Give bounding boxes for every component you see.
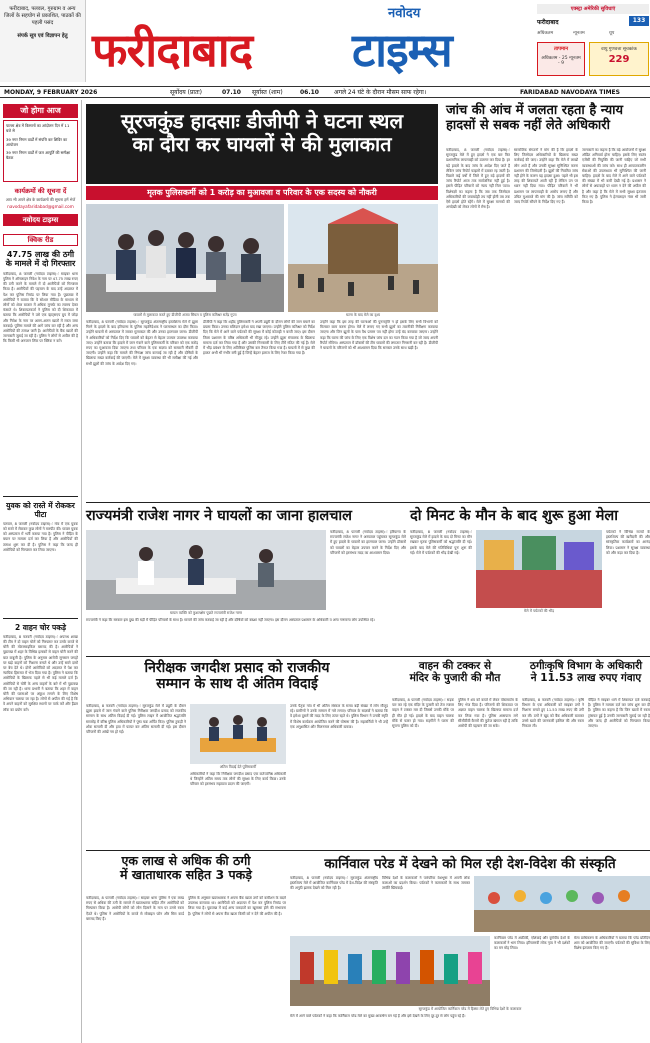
contact-email[interactable]: navodayafaridabad@gmail.com <box>7 204 74 210</box>
inspector-body-col3: उनके पैतृक गांव में भी अंतिम संस्कार के समय बड़ी संख्या में लोग मौजूद रहे। ग्रामीणों ने उनके सम्मान में नारे लगाए। परिवार के सदस्यों ने बताया कि वे हमेशा दूसरों की मदद के लिए तत्पर रहते थे। पुलिस विभाग ने उनकी स्मृति में विशेष कार्यक्रम आयोजित करने की घोषणा की है। सहकर्मियों ने भी उन्हें एक अनुशासित और मिलनसार अधिकारी बताया। <box>290 704 388 729</box>
lead-headline-line2: का दौरा कर घायलों से की मुलाकात <box>132 132 392 156</box>
inspector-body-col1: फरीदाबाद, 8 फरवरी (नवोदय टाइम्स)ः सूरजकुंड मेले में ड्यूटी के दौरान झूला हादसे में जान गंवाने वाले पुलिस निरीक्षक जगदीश प्रसाद को राजकीय सम्मान के साथ अंतिम विदाई दी गई। पुलिस लाइन में आयोजित श्रद्धांजलि समारोह में वरिष्ठ पुलिस अधिकारियों ने पुष्प चक्र अर्पित किए। पुलिस टुकड़ी ने शोक सलामी दी और हवा में फायर कर अंतिम सलामी दी गई। इस दौरान परिजनों की आंखें नम हो गईं। <box>86 704 186 735</box>
logo-navoday: नवोदय <box>388 6 421 21</box>
sunset-label: सूर्यास्त (शाम) <box>252 89 283 96</box>
carnival-body-col3: कार्निवाल परेड में अफ्रीकी, एशियाई और यूरोपीय देशों के कलाकारों ने भाग लिया। हरियाणवी लोक नृत्य ने भी दर्शकों का मन मोह लिया। <box>494 936 570 951</box>
aqi-value: 229 <box>608 54 630 65</box>
lead-subhead: मृतक पुलिसकर्मी को 1 करोड़ का मुआवजा व परिवार के एक सदस्य को नौकरी <box>147 188 377 197</box>
right-story-headline-line1: जांच की आंच में जलता रहता है न्याय <box>446 103 624 118</box>
lead-headline-box <box>86 104 438 184</box>
fraud-lakh-body-col1: फरीदाबाद, 8 फरवरी (नवोदय टाइम्स)ः साइबर थाना पुलिस ने एक लाख रुपए से अधिक की ठगी के मामले में खाताधारक सहित तीन आरोपियों को गिरफ्तार किया है। आरोपी लोगों को लोन दिलाने के नाम पर उनसे रकम ऐंठते थे। पुलिस ने आरोपियों के कब्जे से मोबाइल फोन और सिम कार्ड बरामद किए हैं। <box>86 896 184 921</box>
inspector-headline-line2: सम्मान के साथ दी अंतिम विदाई <box>156 676 318 693</box>
lead-body-col1: फरीदाबाद, 8 फरवरी (नवोदय टाइम्स)ः सूरजकुंड अंतरराष्ट्रीय हस्तशिल्प मेले में झूला गिरने के हादसे के बाद हरियाणा के पुलिस महानिदेशक ने घटनास्थल का दौरा किया। उन्होंने घायलों से अस्पताल में जाकर मुलाकात की और उनका हालचाल जाना। डीजीपी ने अधिकारियों को निर्देश दिए कि घायलों को बेहतर से बेहतर उपचार उपलब्ध करवाया जाए। उन्होंने बताया कि हादसे में जान गंवाने वाले पुलिसकर्मी के परिवार को एक करोड़ रुपए का मुआवजा दिया जाएगा तथा परिवार के एक सदस्य को सरकारी नौकरी दी जाएगी। उन्होंने कहा कि मामले की निष्पक्ष जांच करवाई जा रही है और दोषियों के खिलाफ सख्त कार्रवाई की जाएगी। मेले में सुरक्षा व्यवस्था की भी समीक्षा की गई और सभी झूलों की जांच के आदेश दिए गए। <box>86 320 198 366</box>
fraud-lakh-body-col2: पुलिस के अनुसार खाताधारक ने अपना बैंक खाता ठगों को कमीशन के बदले उपलब्ध करवाया था। आरोपियों को अदालत में पेश कर पुलिस रिमांड पर लिया गया है। पूछताछ में कई अन्य वारदातों का खुलासा होने की संभावना है। पुलिस ने लोगों से अपना बैंक खाता किसी को न देने की अपील की है। <box>188 896 286 916</box>
carnival-photo-bottom <box>290 936 490 1006</box>
minister-body: फरीदाबाद, 8 फरवरी (नवोदय टाइम्स)ः हरियाणा के राज्यमंत्री राजेश नागर ने अस्पताल पहुंचकर सूरजकुंड मेले में हुए हादसे के घायलों का हालचाल जाना। उन्होंने डॉक्टरों को घायलों का बेहतर उपचार करने के निर्देश दिए और परिजनों को हरसंभव मदद का आश्वासन दिया। <box>330 530 406 555</box>
mela-photo-caption: मेले में पर्यटकों की भीड़ <box>523 609 554 613</box>
right-story-headline-box <box>442 104 650 146</box>
inspector-body-col2: अधिकारियों ने कहा कि निरीक्षक जगदीश प्रसाद एक कर्तव्यनिष्ठ अधिकारी थे जिन्होंने अंतिम समय तक लोगों की सुरक्षा के लिए कार्य किया। उनके परिवार को हरसंभव सहायता प्रदान की जाएगी। <box>190 772 286 787</box>
lead-headline-line1: सूरजकुंड हादसाः डीजीपी ने घटना स्थल <box>120 109 403 133</box>
logo-faridabad: फरीदाबाद <box>92 23 253 77</box>
carnival-body-col2: विभिन्न देशों के कलाकारों ने पारंपरिक वेशभूषा में अपनी लोक कलाओं का प्रदर्शन किया। पर्यटकों ने कलाकारों के साथ जमकर तस्वीरें खिंचवाईं। <box>382 876 470 891</box>
carnival-photo-top <box>474 876 650 932</box>
minister-photo <box>86 530 326 610</box>
weather-item: न्यूनतम <box>573 31 585 36</box>
temperature-label: तापमान <box>553 46 569 52</box>
fraud-official-body-col2: पीड़ित ने साइबर थाने में शिकायत दर्ज करवाई है। पुलिस ने मामला दर्ज कर जांच शुरू कर दी है। पुलिस का कहना है कि जिन खातों में रकम ट्रांसफर हुई है उनकी जानकारी जुटाई जा रही है और जल्द ही आरोपियों को गिरफ्तार किया जाएगा। <box>588 698 650 729</box>
brand-box: नवोदय टाइम्स <box>3 214 78 226</box>
priest-body-col2: पुलिस ने शव को कब्जे में लेकर पोस्टमार्टम के लिए भेज दिया है। परिजनों की शिकायत पर अज्ञात वाहन चालक के खिलाफ मामला दर्ज कर लिया गया है। पुलिस आसपास लगे सीसीटीवी कैमरों की फुटेज खंगाल रही है ताकि आरोपी की पहचान की जा सके। <box>458 698 518 729</box>
list-item: 39 नगर निगम वार्डों में जल आपूर्ति की समीक्षा बैठक <box>6 150 71 161</box>
promo-heading: जो होगा आज <box>3 104 78 118</box>
issue-date: MONDAY, 9 FEBRUARY 2026 <box>4 89 98 96</box>
story-headline: 47.75 लाख की ठगी के मामले में दो गिरफ्तार <box>5 249 76 269</box>
page-label: फरीदाबाद <box>537 19 559 26</box>
aqi-box <box>589 42 649 76</box>
divider <box>3 618 78 619</box>
masthead-note: फरीदाबाद, पलवल, गुरुग्राम व अन्य जिलों के सहयोग से प्रकाशित, पाठकों की पहली पसंद <box>4 6 81 26</box>
masthead-note-box <box>0 0 86 82</box>
carnival-photo-caption: सूरजकुंड में आयोजित कार्निवाल परेड में हिस्सा लेते हुए विभिन्न देशों के कलाकार <box>418 1007 522 1011</box>
carnival-body-col1: फरीदाबाद, 8 फरवरी (नवोदय टाइम्स)ः सूरजकुंड अंतरराष्ट्रीय हस्तशिल्प मेले में आयोजित कार्निवाल परेड में देश-विदेश की संस्कृति की अनूठी झलक देखने को मिल रही है। <box>290 876 378 891</box>
parade-crowd-illustration <box>290 936 490 1006</box>
right-story-col1: फरीदाबाद, 8 फरवरी (नवोदय टाइम्स)ः सूरजकुंड मेले में हुए हादसे ने एक बार फिर प्रशासनिक लापरवाही को उजागर कर दिया है। हर बड़े हादसे के बाद जांच के आदेश दिए जाते हैं लेकिन जांच रिपोर्ट फाइलों में दबकर रह जाती है। पिछले कई वर्षों में जिले में हुए बड़े हादसों की जांच रिपोर्ट आज तक सार्वजनिक नहीं हुई है। इससे पीड़ित परिवारों को न्याय नहीं मिल पाता। विशेषज्ञों का कहना है कि जब तक जिम्मेदार अधिकारियों की जवाबदेही तय नहीं होगी तब तक ऐसे हादसे होते रहेंगे। मेले में सुरक्षा मानकों की अनदेखी को लेकर लोगों में रोष है। <box>446 148 510 210</box>
temperature-box <box>537 42 585 76</box>
list-item: पाल्ला क्षेत्र में किसानों का आंदोलन दिन में 11 बजे से <box>6 123 70 134</box>
inspector-headline-line1: निरीक्षक जगदीश प्रसाद को राजकीय <box>144 660 330 676</box>
sunrise-label: सूर्योदय (प्रातः) <box>170 89 202 96</box>
story-headline: 2 वाहन चोर पकड़े <box>14 622 67 632</box>
fraud-official-headline-line1: ठगीःकृषि विभाग के अधिकारी <box>529 660 643 672</box>
fraud-official-body-col1: फरीदाबाद, 8 फरवरी (नवोदय टाइम्स)ः कृषि विभाग के एक अधिकारी को साइबर ठगों ने निशाना बनाते हुए 11.53 लाख रुपए की ठगी कर ली। ठगों ने खुद को बैंक अधिकारी बताकर उनसे खाते की जानकारी हासिल की और रकम निकाल ली। <box>522 698 584 729</box>
list-item: 39 नगर निगम वार्डों में संपत्ति कर शिविर का आयोजन <box>6 136 68 147</box>
promo-list <box>3 120 78 182</box>
mela-body-col1: फरीदाबाद, 8 फरवरी (नवोदय टाइम्स)ः सूरजकुंड मेले में हादसे के बाद दो मिनट का मौन रखकर मृतक पुलिसकर्मी को श्रद्धांजलि दी गई। इसके बाद मेले की गतिविधियां पुनः शुरू की गईं। मेले में पर्यटकों की भीड़ देखी गई। <box>410 530 472 555</box>
masthead-weather-box <box>533 0 650 82</box>
temperature-values: अधिकतम - 25 न्यूनतम - 9 <box>541 56 581 66</box>
mela-body-col2: पर्यटकों ने विभिन्न राज्यों के हस्तशिल्प की खरीदारी की और सांस्कृतिक कार्यक्रमों का आनंद लिया। प्रशासन ने सुरक्षा व्यवस्था को और कड़ा कर दिया है। <box>606 530 650 555</box>
story-headline: युवक को रास्ते में रोककर पीटा <box>6 500 75 519</box>
contact-heading: कार्यक्रमों की सूचना दें <box>14 187 67 195</box>
sidebar <box>0 100 82 1043</box>
mela-headline: दो मिनट के मौन के बाद शुरू हुआ मेला <box>410 508 619 524</box>
inspector-photo <box>190 704 286 764</box>
aqi-label: वायु गुणवत्ता सूचकांक <box>601 47 637 52</box>
quick-read-label: क्विक रीड <box>3 234 78 246</box>
minister-headline: राज्यमंत्री राजेश नागर ने घायलों का जाना हालचाल <box>86 508 353 524</box>
edition-label: एक्स्ट्रा अमेरिकी सुविधाएं <box>537 4 649 14</box>
lead-body-col2: डीजीपी ने कहा कि शहीद पुलिसकर्मी ने अपनी ड्यूटी के दौरान लोगों की जान बचाने का प्रयास किया। उनका बलिदान हमेशा याद रखा जाएगा। उन्होंने पुलिस कमिश्नर को निर्देश दिए कि मेले में आने वाले पर्यटकों की सुरक्षा में कोई कोताही न बरती जाए। इस दौरान जिला प्रशासन के वरिष्ठ अधिकारी भी मौजूद रहे। उन्होंने झूला संचालक के खिलाफ मामला दर्ज कर लिया गया है और उसकी गिरफ्तारी के लिए टीमें गठित की गई हैं। मेले में भीड़ प्रबंधन के लिए अतिरिक्त पुलिस बल तैनात किया गया है। घायलों में से कुछ की हालत अभी भी गंभीर बनी हुई है जिन्हें बेहतर इलाज के लिए रेफर किया गया है। <box>203 320 315 356</box>
mela-photo <box>476 530 602 608</box>
carnival-body-bottom: मेले में आने वाले पर्यटकों ने कहा कि कार्निवाल परेड मेले का मुख्य आकर्षण बन गई है और इसे देखने के लिए दूर-दूर से लोग पहुंच रहे हैं। <box>290 1014 466 1018</box>
priest-headline-line1: वाहन की टक्कर से <box>418 660 492 672</box>
story-body: फरीदाबाद, 8 फरवरी (नवोदय टाइम्स)ः साइबर थाना पुलिस ने ऑनलाइन निवेश के नाम पर 47.75 लाख रुपए की ठगी करने के मामले में दो आरोपियों को गिरफ्तार किया है। आरोपियों की पहचान के बाद उन्हें अदालत में पेश कर पुलिस रिमांड पर लिया गया है। पूछताछ में आरोपियों ने बताया कि वे सोशल मीडिया के माध्यम से लोगों को शेयर बाजार में अधिक मुनाफे का लालच देकर फंसाते थे। शिकायतकर्ता ने पुलिस को दी शिकायत में बताया कि आरोपियों ने उसे एक व्हाट्सएप ग्रुप में जोड़ा और निवेश के नाम पर अलग-अलग खातों में रकम जमा करवाई। पुलिस मामले की आगे जांच कर रही है और अन्य आरोपियों की तलाश जारी है। आरोपियों के बैंक खातों की जानकारी जुटाई जा रही है। पुलिस ने लोगों से अपील की है कि किसी भी अनजान लिंक पर क्लिक न करें। <box>3 271 78 344</box>
page-number: 133 <box>629 16 649 26</box>
weather-ticker: अगले 24 घंटे के दौरान मौसम साफ रहेगा। <box>334 89 427 96</box>
contact-text: आप भी अपने क्षेत्र के कार्यक्रमों की सूचना हमें भेजें <box>5 197 76 202</box>
lead-body-col3: उन्होंने कहा कि इस तरह की घटनाओं की पुनरावृत्ति न हो इसके लिए सभी विभागों को मिलकर काम करना होगा। मेले में लगाए गए सभी झूलों का तकनीकी निरीक्षण करवाया जाएगा और जिन झूलों के पास वैध प्रमाण पत्र नहीं होगा उन्हें बंद करवाया जाएगा। उन्होंने कहा कि घटना की जांच के लिए एक विशेष जांच दल का गठन किया गया है जो जल्द अपनी रिपोर्ट सौंपेगा। अस्पताल में डॉक्टरों की टीम घायलों की लगातार निगरानी कर रही है। डीजीपी ने घायलों के परिजनों को भी आश्वासन दिया कि सरकार उनके साथ खड़ी है। <box>320 320 438 351</box>
lead-photo-hospital <box>86 204 284 312</box>
divider <box>86 656 650 657</box>
hospital-scene-illustration <box>86 204 284 312</box>
priest-headline-box <box>392 660 518 694</box>
divider <box>86 850 650 851</box>
carnival-headline: कार्निवाल परेड में देखने को मिल रही देश-विदेश की संस्कृति <box>324 856 616 872</box>
divider <box>86 502 650 503</box>
masthead-note-contact: संपर्क सूत्र एवं विज्ञापन हेतु <box>17 33 68 39</box>
story-body: पलवल, 8 फरवरी (नवोदय टाइम्स)ः गांव में एक युवक को रास्ते में रोककर कुछ लोगों ने मारपीट की। घायल युवक को अस्पताल में भर्ती कराया गया है। पुलिस ने पीड़ित के बयान पर मामला दर्ज कर लिया है और आरोपियों की तलाश शुरू कर दी है। पुलिस ने कहा कि जल्द ही आरोपियों को गिरफ्तार कर लिया जाएगा। <box>3 521 78 552</box>
story-body: फरीदाबाद, 8 फरवरी (नवोदय टाइम्स)ः अपराध शाखा की टीम ने दो वाहन चोरों को गिरफ्तार कर उनके कब्जे से चोरी की मोटरसाइकिल बरामद की है। आरोपियों ने पूछताछ में शहर के विभिन्न इलाकों से वाहन चोरी करने की बात कबूली है। पुलिस के अनुसार आरोपी सुनसान जगहों पर खड़े वाहनों को निशाना बनाते थे और उन्हें सस्ते दामों पर बेच देते थे। दोनों आरोपियों को अदालत में पेश कर न्यायिक हिरासत में भेज दिया गया है। पुलिस ने बताया कि आरोपियों के खिलाफ पहले से भी कई मामले दर्ज हैं। आरोपियों से चोरी के अन्य वाहनों के बारे में भी पूछताछ की जा रही है। थाना प्रभारी ने बताया कि शहर में वाहन चोरी की घटनाओं पर अंकुश लगाने के लिए विशेष अभियान चलाया जा रहा है। लोगों से अपील की गई है कि वे अपने वाहनों को सुरक्षित स्थानों पर पार्क करें और हैंडल लॉक का प्रयोग करें। <box>3 634 78 712</box>
hospital-visit-illustration <box>86 530 326 610</box>
fraud-lakh-headline-line1: एक लाख से अधिक की ठगी <box>121 853 251 868</box>
lead-photo-mela <box>288 204 438 312</box>
inspector-photo-caption: अंतिम विदाई देते पुलिसकर्मी <box>219 765 257 769</box>
date-bar <box>0 86 650 98</box>
logo-times: टाइम्स <box>352 23 452 77</box>
right-story-col3: जानकारों का कहना है कि बड़े आयोजनों में सुरक्षा ऑडिट अनिवार्य होना चाहिए। इसके लिए स्वतंत्र एजेंसी की नियुक्ति की जानी चाहिए जो सभी व्यवस्थाओं की जांच करे। साथ ही आपातकालीन सेवाओं की उपलब्धता भी सुनिश्चित की जानी चाहिए। हादसे के बाद मेले में आने वाले पर्यटकों की संख्या में भी कमी देखी गई है। प्रशासन ने लोगों से अफवाहों पर ध्यान न देने की अपील की है और कहा है कि मेले में सभी सुरक्षा इंतजाम किए गए हैं। पुलिस ने हेल्पलाइन नंबर भी जारी किया है। <box>582 148 646 205</box>
sunrise-time: 07.10 <box>222 89 241 96</box>
fraud-official-headline-box <box>522 660 650 694</box>
fraud-lakh-headline-box <box>86 854 286 892</box>
parade-illustration <box>474 876 650 932</box>
priest-body-col1: फरीदाबाद, 8 फरवरी (नवोदय टाइम्स)ः सड़क पार कर रहे एक मंदिर के पुजारी को तेज रफ्तार वाहन ने टक्कर मार दी जिससे उनकी मौके पर ही मौत हो गई। हादसे के बाद वाहन चालक मौके से फरार हो गया। राहगीरों ने घटना की सूचना पुलिस को दी। <box>392 698 454 729</box>
mela-scene-illustration <box>288 204 438 312</box>
weather-item: अधिकतम <box>537 31 554 36</box>
minister-photo-caption: घायल व्यक्ति को कुशलक्षेम पूछते राज्यमंत्री राजेश नागर <box>170 611 242 615</box>
divider <box>3 496 78 497</box>
mela-crowd-illustration <box>476 530 602 608</box>
carnival-body-col4: मेला प्राधिकरण के अधिकारियों ने बताया कि परेड प्रतिदिन शाम को आयोजित की जाएगी। पर्यटकों की सुविधा के लिए विशेष इंतजाम किए गए हैं। <box>574 936 650 951</box>
minister-body-2: राज्यमंत्री ने कहा कि सरकार इस दुख की घड़ी में पीड़ित परिवारों के साथ है। मामले की जांच करवाई जा रही है और दोषियों को बख्शा नहीं जाएगा। इस दौरान अस्पताल प्रशासन के अधिकारी व अन्य गणमान्य लोग उपस्थित रहे। <box>86 618 375 622</box>
priest-headline-line2: मंदिर के पुजारी की मौत <box>409 672 501 685</box>
sunset-time: 06.10 <box>300 89 319 96</box>
fraud-official-headline-line2: ने 11.53 लाख रुपए गंवाए <box>530 672 642 685</box>
fraud-lakh-headline-line2: में खाताधारक सहित 3 पकड़े <box>120 867 252 883</box>
lead-photo-caption: घायलों से मुलाकात करते हुए डीजीपी अजय सिंघल व पुलिस कमिश्नर सतेंद्र गुप्ता <box>133 313 237 317</box>
right-story-headline-line2: हादसों से सबक नहीं लेते अधिकारी <box>446 117 610 133</box>
weather-item: धूप <box>609 31 615 36</box>
lead-subhead-box <box>86 186 438 200</box>
inspector-headline-box <box>86 660 388 700</box>
edition-name: FARIDABAD NAVODAYA TIMES <box>520 89 620 96</box>
lead-photo-caption: घटना के बाद मेले का दृश्य <box>345 313 381 317</box>
right-story-col2: सामाजिक संगठनों ने मांग की है कि हादसे के लिए जिम्मेदार अधिकारियों के खिलाफ सख्त कार्रवाई की जाए। उन्होंने कहा कि मेले में लाखों लोग आते हैं और उनकी सुरक्षा सुनिश्चित करना प्रशासन की जिम्मेदारी है। झूलों की नियमित जांच नहीं होने के कारण यह हादसा हुआ। पहले भी इस तरह की शिकायतें आती रही हैं लेकिन उन पर ध्यान नहीं दिया गया। पीड़ित परिवारों ने भी प्रशासन पर लापरवाही के आरोप लगाए हैं और उचित मुआवजे की मांग की है। जांच समिति को जल्द रिपोर्ट सौंपने के निर्देश दिए गए हैं। <box>514 148 578 205</box>
funeral-illustration <box>190 704 286 764</box>
